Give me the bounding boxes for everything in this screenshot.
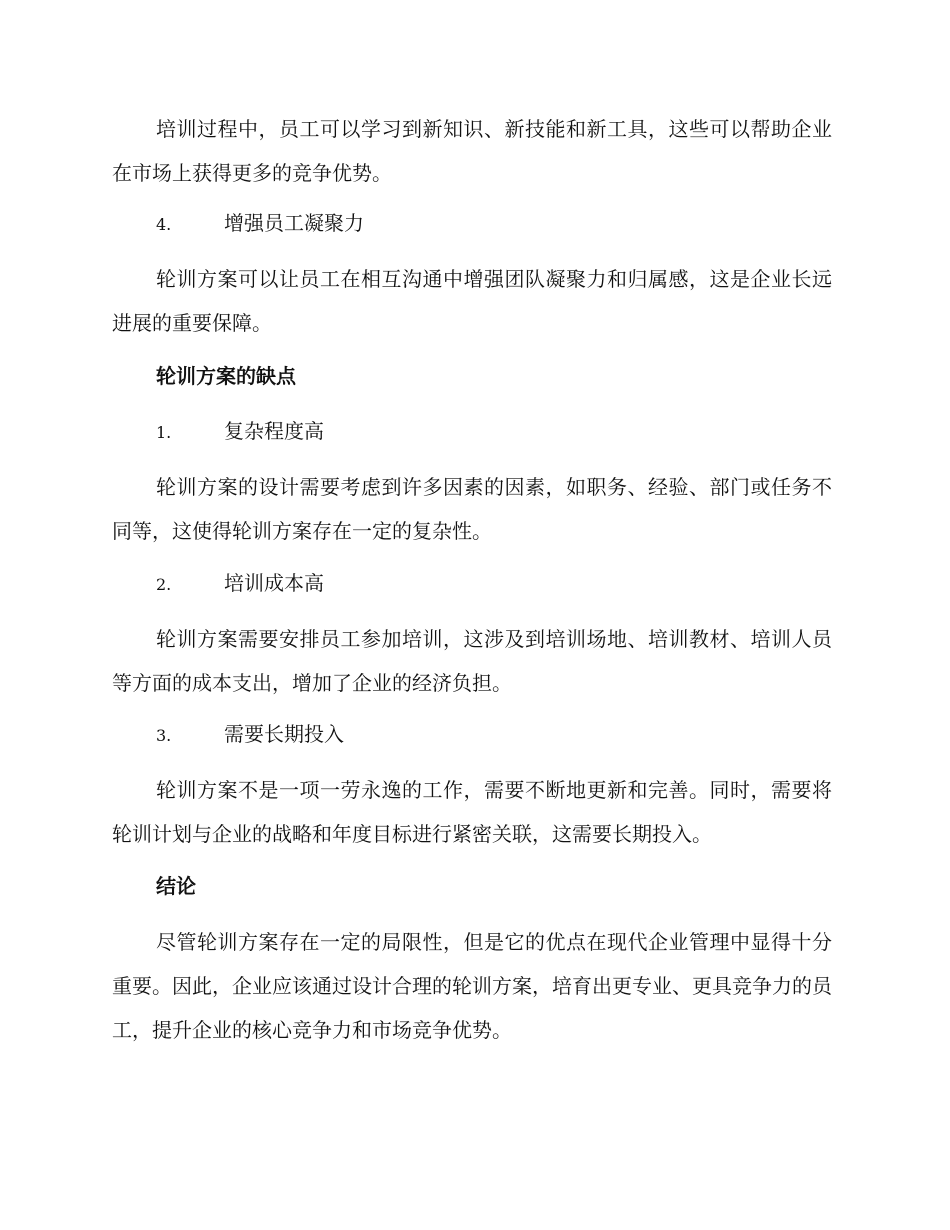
list-item-title: 增强员工凝聚力 [224,211,364,235]
list-item-4 [156,201,832,247]
list-item-title: 复杂程度高 [224,419,324,443]
list-item-3 [156,712,832,758]
list-number: 3. [156,726,172,745]
list-item-2 [156,561,832,607]
list-item-title: 需要长期投入 [224,722,344,746]
list-item-1 [156,409,832,455]
paragraph-competitive-advantage: 培训过程中，员工可以学习到新知识、新技能和新工具，这些可以帮助企业在市场上获得更多的竞争优势。 [112,117,832,185]
paragraph-conclusion: 尽管轮训方案存在一定的局限性，但是它的优点在现代企业管理中显得十分重要。因此，企业应该通过设计合理的轮训方案，培育出更专业、更具竞争力的员工，提升企业的核心竞争力和市场竞争优势。 [112,930,832,1042]
paragraph-cost: 轮训方案需要安排员工参加培训，这涉及到培训场地、培训教材、培训人员等方面的成本支出，增加了企业的经济负担。 [112,627,832,695]
list-number: 2. [156,575,172,594]
list-number: 1. [156,423,172,442]
paragraph-cohesion: 轮训方案可以让员工在相互沟通中增强团队凝聚力和归属感，这是企业长远进展的重要保障。 [112,267,832,335]
list-number: 4. [156,215,172,234]
section-heading-disadvantages: 轮训方案的缺点 [156,364,296,388]
section-heading-conclusion: 结论 [156,874,196,898]
paragraph-complexity: 轮训方案的设计需要考虑到许多因素的因素，如职务、经验、部门或任务不同等，这使得轮训方案存在一定的复杂性。 [112,475,832,543]
paragraph-long-term-investment: 轮训方案不是一项一劳永逸的工作，需要不断地更新和完善。同时，需要将轮训计划与企业的战略和年度目标进行紧密关联，这需要长期投入。 [112,778,832,846]
list-item-title: 培训成本高 [224,571,324,595]
